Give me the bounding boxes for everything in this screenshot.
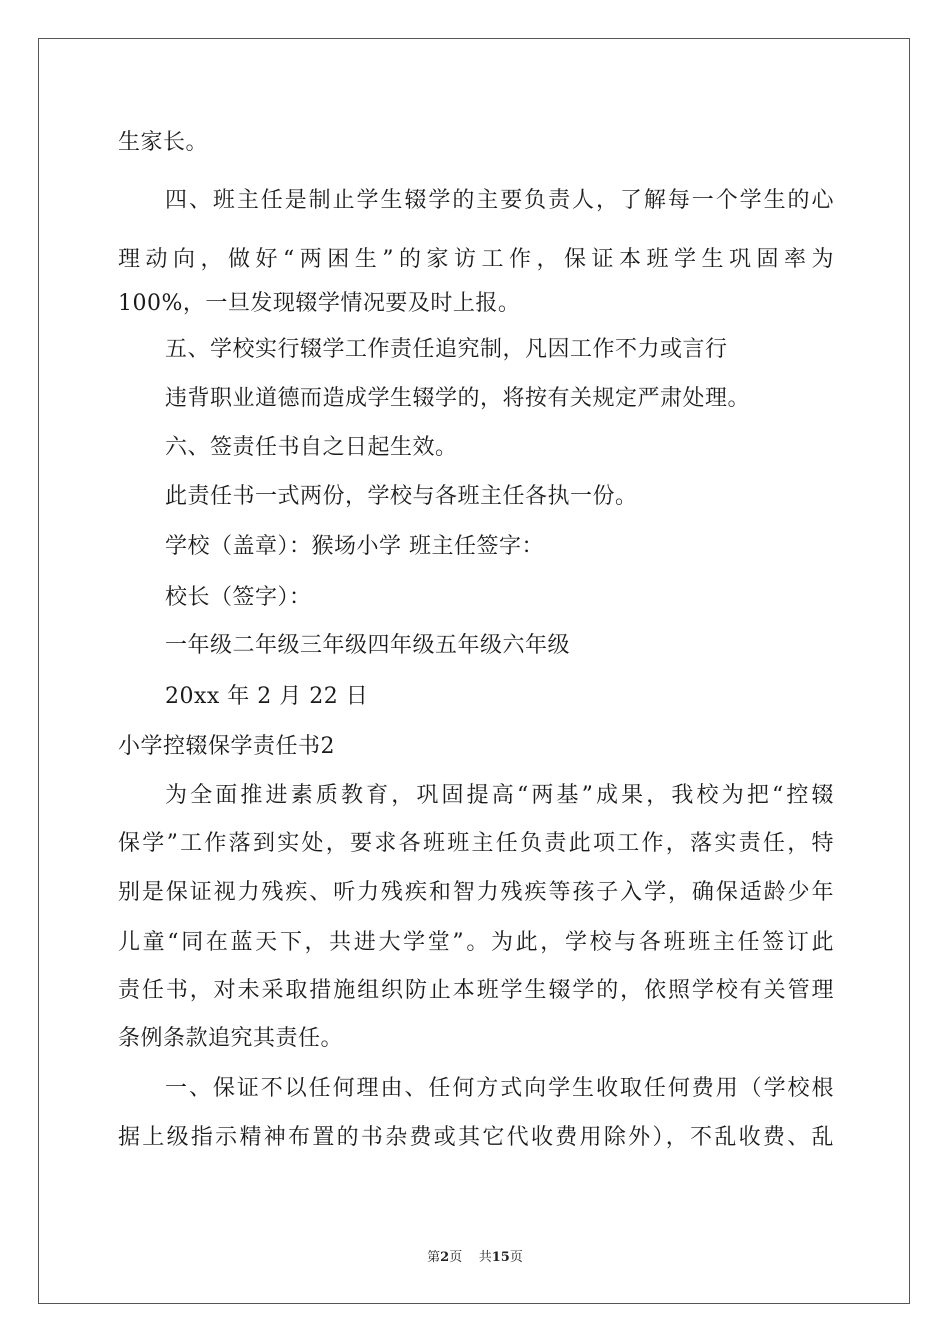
text-line: 学校（盖章）：猴场小学 班主任签字： [165,534,544,559]
text-line: 别是保证视力残疾、听力残疾和智力残疾等孩子入学，确保适龄少年 [118,880,834,905]
text-line: 一、保证不以任何理由、任何方式向学生收取任何费用（学校根 [165,1076,834,1101]
text-line: 据上级指示精神布置的书杂费或其它代收费用除外），不乱收费、乱 [118,1125,834,1150]
text-line: 此责任书一式两份，学校与各班主任各执一份。 [165,484,638,509]
text-line: 四、班主任是制止学生辍学的主要负责人，了解每一个学生的心 [165,188,834,213]
page-footer [0,1246,950,1265]
text-line: 生家长。 [118,130,209,155]
text-line: 一年级二年级三年级四年级五年级六年级 [165,633,571,658]
footer-page-suffix: 页 [449,1250,463,1265]
footer-total-prefix: 共 [478,1250,492,1265]
footer-total-number: 15 [491,1250,510,1265]
text-line: 六、签责任书自之日起生效。 [165,435,458,460]
text-line: 儿童“同在蓝天下，共进大学堂”。为此，学校与各班班主任签订此 [118,930,834,955]
text-line: 条例条款追究其责任。 [118,1026,344,1051]
text-line: 为全面推进素质教育，巩固提高“两基”成果，我校为把“控辍 [165,783,834,808]
text-line: 违背职业道德而造成学生辍学的，将按有关规定严肃处理。 [165,386,751,411]
text-line: 校长（签字）： [165,585,312,610]
text-line: 理动向，做好“两困生”的家访工作，保证本班学生巩固率为 [118,247,834,272]
text-line: 100%，一旦发现辍学情况要及时上报。 [118,291,521,316]
text-line: 保学”工作落到实处，要求各班班主任负责此项工作，落实责任，特 [118,831,834,856]
text-line: 20xx 年 2 月 22 日 [165,684,369,709]
footer-total-suffix: 页 [509,1250,523,1265]
text-line: 五、学校实行辍学工作责任追究制，凡因工作不力或言行 [165,337,728,362]
page-border [38,38,910,1304]
footer-page-prefix: 第 [427,1250,441,1265]
footer-page-number: 2 [440,1250,450,1265]
text-line: 小学控辍保学责任书2 [118,734,335,759]
text-line: 责任书，对未采取措施组织防止本班学生辍学的，依照学校有关管理 [118,978,834,1003]
